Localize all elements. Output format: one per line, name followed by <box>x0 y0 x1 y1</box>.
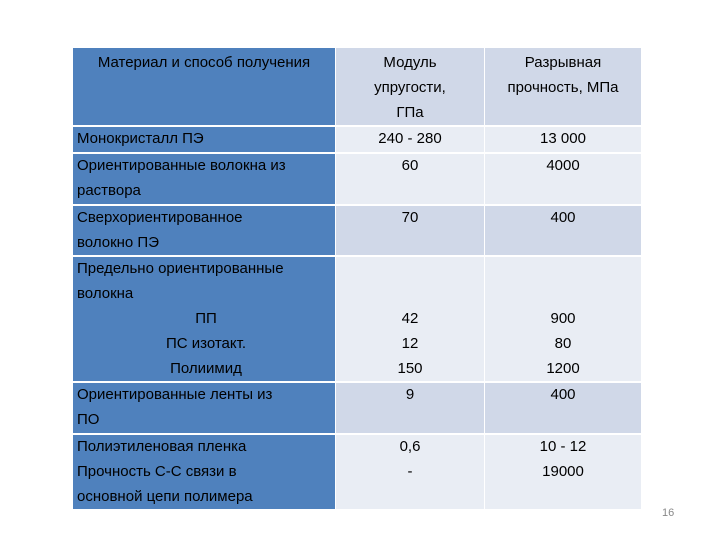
strength-cell: 4000 <box>485 153 642 205</box>
modulus-cell: 240 - 280 <box>336 126 485 153</box>
material-cell: Монокристалл ПЭ <box>73 126 336 153</box>
strength-cell: 10 - 12 19000 <box>485 434 642 510</box>
material-cell: Ориентированные ленты из ПО <box>73 382 336 434</box>
modulus-cell: 42 12 150 <box>336 256 485 382</box>
strength-cell: 400 <box>485 205 642 257</box>
modulus-cell: 70 <box>336 205 485 257</box>
table-row <box>73 153 642 205</box>
table-row <box>73 434 642 510</box>
header-material: Материал и способ получения <box>73 48 336 126</box>
page-number: 16 <box>662 507 675 519</box>
material-cell: Предельно ориентированные волокна ПП ПС изотакт. Полиимид <box>73 256 336 382</box>
material-cell: Сверхориентированное волокно ПЭ <box>73 205 336 257</box>
header-modulus: Модуль упругости, ГПа <box>336 48 485 126</box>
table-row <box>73 382 642 434</box>
modulus-cell: 9 <box>336 382 485 434</box>
header-strength: Разрывная прочность, МПа <box>485 48 642 126</box>
modulus-cell: 60 <box>336 153 485 205</box>
properties-table <box>73 48 642 511</box>
strength-cell: 13 000 <box>485 126 642 153</box>
table-row <box>73 126 642 153</box>
material-cell: Полиэтиленовая пленка Прочность С-С связи в основной цепи полимера <box>73 434 336 510</box>
table-row <box>73 205 642 257</box>
material-cell: Ориентированные волокна из раствора <box>73 153 336 205</box>
modulus-cell: 0,6 - <box>336 434 485 510</box>
strength-cell: 400 <box>485 382 642 434</box>
table-row <box>73 256 642 382</box>
strength-cell: 900 80 1200 <box>485 256 642 382</box>
table-header-row <box>73 48 642 126</box>
